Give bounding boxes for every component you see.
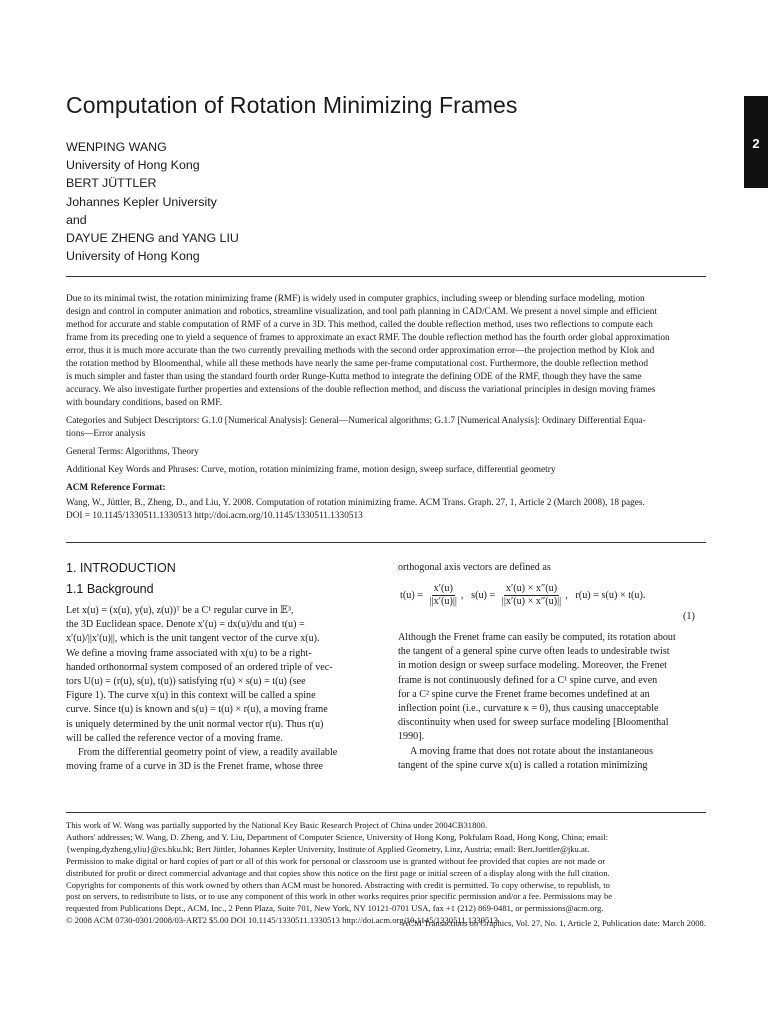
abstract-line: error, thus it is much more accurate than the two currently prevailing methods with the second order approximation error—the projection method by Klok and — [66, 346, 655, 356]
body-line: From the differential geometry point of view, a readily available — [78, 747, 338, 759]
body-line: A moving frame that does not rotate about the instantaneous — [410, 745, 654, 757]
footnote-rule — [66, 812, 706, 813]
right-column-intro: orthogonal axis vectors are defined as — [398, 562, 551, 573]
body-line: the tangent of a general spine curve often leads to undesirable twist — [398, 646, 670, 658]
footnote-line: Permission to make digital or hard copies of part or all of this work for personal or classroom use is granted without fee provided that copies are not made or — [66, 855, 606, 866]
section-heading: 1. INTRODUCTION — [66, 561, 176, 575]
footnote-block — [66, 820, 706, 927]
body-line: moving frame of a curve in 3D is the Frenet frame, whose three — [66, 761, 324, 773]
eq-t-numerator: x′(u) — [433, 583, 453, 594]
body-line: the 3D Euclidean space. Denote x′(u) = dx(u)/du and t(u) = — [66, 619, 305, 631]
abstract-rule — [66, 542, 706, 543]
body-line: discontinuity when used for sweep surface modeling [Bloomenthal — [398, 717, 669, 729]
body-line: frame is not continuously defined for a C¹ spine curve, and even — [398, 674, 658, 686]
abstract-paragraph — [66, 293, 706, 410]
footnote-line: © 2008 ACM 0730-0301/2008/03-ART2 $5.00 DOI 10.1145/1330511.1330513 http://doi.acm.org/10.1145/1330511.1330513 — [66, 915, 498, 926]
body-line: tangent of the spine curve x(u) is called a rotation minimizing — [398, 759, 648, 771]
body-line: is uniquely determined by the unit normal vector r(u). Thus r(u) — [66, 718, 324, 730]
footnote-line: post on servers, to redistribute to lists, or to use any component of this work in other works requires prior specific permission and/or a fee. Permissions may be — [66, 891, 613, 902]
footnote-line: {wenping,dyzheng,yliu}@cs.hku.hk; Bert Jüttler, Johannes Kepler University, Institute of Applied Geometry, Linz, Austria; email: Bert.Juettler@jku.at. — [66, 843, 590, 854]
eq-s-lhs: s(u) = — [471, 589, 496, 601]
subsection-heading: 1.1 Background — [66, 582, 154, 596]
affiliation-line: University of Hong Kong — [66, 249, 200, 264]
reference-line: Wang, W., Jüttler, B., Zheng, D., and Liu, Y. 2008. Computation of rotation minimizing frame. ACM Trans. Graph. 27, 1, Article 2 (March 2008), 18 pages. — [66, 498, 645, 508]
paper-title: Computation of Rotation Minimizing Frames — [66, 92, 518, 118]
body-line: Although the Frenet frame can easily be computed, its rotation about — [398, 632, 676, 643]
author-line: WENPING WANG — [66, 140, 167, 154]
footnote-line: requested from Publications Dept., ACM, Inc., 2 Penn Plaza, Suite 701, New York, NY 10121-0701 USA, fax +1 (212) 869-0481, or permissions@acm.org. — [66, 903, 604, 914]
conjunction-line: and — [66, 212, 87, 227]
eq-s-fraction — [500, 583, 563, 608]
abstract-line: design and control in computer animation and robotics, streamline visualization, and tool path planning in CAD/CAM. We present a novel simple and efficient — [66, 307, 657, 317]
author-line: DAYUE ZHENG and YANG LIU — [66, 231, 239, 246]
reference-line: DOI = 10.1145/1330511.1330513 http://doi.acm.org/10.1145/1330511.1330513 — [66, 511, 363, 521]
abstract-line: the rotation method by Bloomenthal, while all these methods have nearly the same per-frame computational cost. Furthermore, the double reflection method — [66, 359, 648, 369]
page-number-tab: 2 — [744, 96, 768, 188]
left-column — [66, 604, 384, 774]
body-line: Let x(u) = (x(u), y(u), z(u))ᵀ be a C¹ regular curve in 𝔼³, — [66, 605, 294, 616]
abstract-line: frame from its preceding one to yield a sequence of frames to approximate an exact RMF. The double reflection method has the fourth order global approximation — [66, 333, 670, 343]
footnote-line: distributed for profit or direct commercial advantage and that copies show this notice on the first page or initial screen of a display along with the full citation. — [66, 867, 610, 878]
general-terms: General Terms: Algorithms, Theory — [66, 447, 199, 457]
body-line: will be called the reference vector of a moving frame. — [66, 732, 283, 744]
body-line: handed orthonormal system composed of an ordered triple of vec- — [66, 661, 333, 673]
running-footer: ACM Transactions on Graphics, Vol. 27, No. 1, Article 2, Publication date: March 2008. — [402, 918, 706, 928]
body-line: tors U(u) = (r(u), s(u), t(u)) satisfying r(u) × s(u) = t(u) (see — [66, 676, 306, 688]
author-line: BERT JÜTTLER — [66, 176, 157, 191]
body-line: for a C² spine curve the Frenet frame becomes undefined at an — [398, 688, 650, 700]
reference-format — [66, 497, 706, 523]
eq-t-lhs: t(u) = — [400, 589, 424, 601]
footnote-line: This work of W. Wang was partially supported by the National Key Basic Research Project of China under 2004CB31800. — [66, 820, 488, 830]
eq-r-expression: r(u) = s(u) × t(u). — [575, 589, 646, 601]
body-line: inflection point (i.e., curvature κ = 0), thus causing unacceptable — [398, 703, 659, 715]
abstract-line: is much simpler and faster than using the standard fourth order Runge-Kutta method to integrate the defining ODE of the RMF, though they have the same — [66, 372, 642, 382]
affiliation-line: Johannes Kepler University — [66, 194, 217, 209]
reference-format-label: ACM Reference Format: — [66, 483, 166, 493]
abstract-line: with boundary conditions, based on RMF. — [66, 398, 223, 408]
header-rule — [66, 276, 706, 277]
body-line: in motion design or sweep surface modeling. Moreover, the Frenet — [398, 660, 667, 672]
body-line: Figure 1). The curve x(u) in this context will be called a spine — [66, 690, 316, 702]
categories — [66, 415, 706, 441]
equation-1: t(u) = $\frac{x'(u)}{||x'(u)||}$ , s(u) = $\frac{x'(u) \times x''(u)}{||x'(u) \times x''(u)||}$ , r(u) = s(u) × t(u). — [400, 583, 646, 607]
right-column — [398, 631, 706, 773]
equation-number: (1) — [683, 611, 695, 622]
categories-line: tions—Error analysis — [66, 429, 146, 439]
abstract — [66, 293, 706, 528]
keywords: Additional Key Words and Phrases: Curve, motion, rotation minimizing frame, motion design, sweep surface, differential geometry — [66, 465, 556, 475]
categories-line: Categories and Subject Descriptors: G.1.0 [Numerical Analysis]: General—Numerical algorithms; G.1.7 [Numerical Analysis]: Ordinary Differential Equa- — [66, 416, 646, 426]
abstract-line: accuracy. We also investigate further properties and extensions of the double reflection method, and discuss the variational principles in design moving frames — [66, 385, 656, 395]
abstract-line: Due to its minimal twist, the rotation minimizing frame (RMF) is widely used in computer graphics, including sweep or blending surface modeling, motion — [66, 294, 645, 304]
affiliation-line: University of Hong Kong — [66, 158, 200, 173]
author-block — [66, 138, 239, 265]
eq-t-fraction — [428, 583, 459, 608]
footnote-line: Authors' addresses; W. Wang, D. Zheng, and Y. Liu, Department of Computer Science, University of Hong Kong, Pokfulam Road, Hong Kong, China; email: — [66, 831, 609, 842]
body-line: 1990]. — [398, 731, 425, 743]
body-line: We define a moving frame associated with x(u) to be a right- — [66, 647, 312, 659]
eq-s-denominator: ||x′(u) × x″(u)|| — [501, 596, 562, 607]
footnote-line: Copyrights for components of this work owned by others than ACM must be honored. Abstracting with credit is permitted. To copy otherwise, to republish, to — [66, 879, 610, 890]
eq-t-denominator: ||x′(u)|| — [429, 596, 457, 607]
body-line: curve. Since t(u) is known and s(u) = t(u) × r(u), a moving frame — [66, 704, 328, 716]
abstract-line: method for accurate and stable computation of RMF of a curve in 3D. This method, called the double reflection method, uses two reflections to compute each — [66, 320, 653, 330]
eq-s-numerator: x′(u) × x″(u) — [505, 583, 558, 594]
body-line: x′(u)/||x′(u)||, which is the unit tangent vector of the curve x(u). — [66, 633, 320, 645]
